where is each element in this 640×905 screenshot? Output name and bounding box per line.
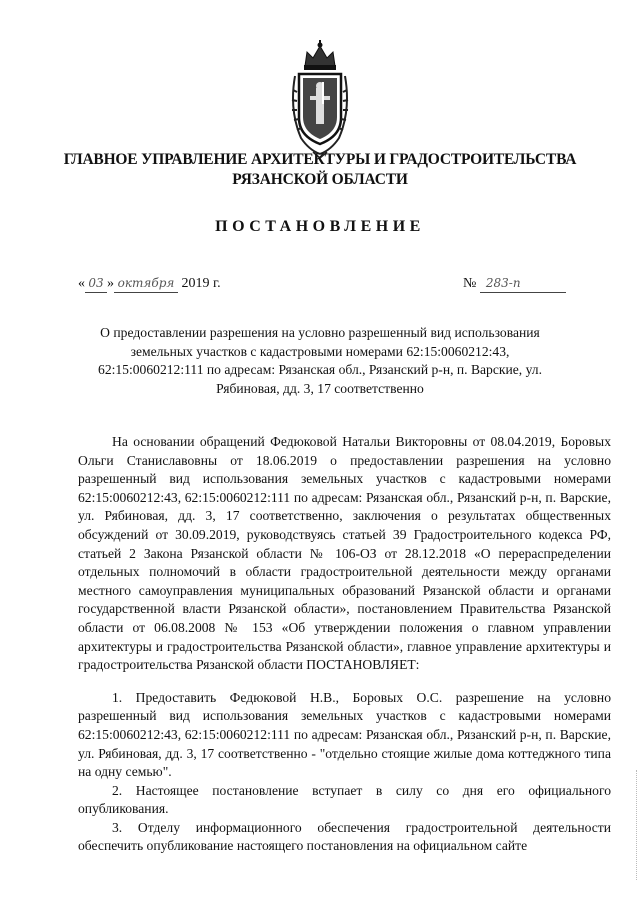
number-prefix: № <box>463 276 477 291</box>
resolution-item-3: 3. Отделу информационного обеспечения градостроительной деятельности обеспечить опубликование настоящего постановления на официальном сайте <box>78 819 611 854</box>
shield-icon <box>299 74 341 144</box>
document-number <box>463 274 566 293</box>
scan-edge-artifact <box>636 770 640 880</box>
document-date <box>78 274 221 293</box>
subject-line: земельных участков с кадастровыми номерами 62:15:0060212:43, <box>130 343 510 359</box>
crown-icon <box>304 40 336 70</box>
document-subject <box>90 324 550 398</box>
organization-name <box>40 150 600 190</box>
date-month: октября <box>114 274 178 293</box>
subject-line: Рябиновая, дд. 3, 17 соответственно <box>216 380 424 396</box>
document-type-title: ПОСТАНОВЛЕНИЕ <box>215 218 425 235</box>
resolution-item-1: 1. Предоставить Федюковой Н.В., Боровых О.С. разрешение на условно разрешенный вид использования земельных участков с кадастровыми номерами 62:15:0060212:43, 62:15:0060212:111 по адресам: Рязанская обл., Рязанский р-н, п. Варские, ул. Рябиновая, дд. 3, 17 соответственно - "отдельно стоящие жилые дома коттеджного типа на одну семью". <box>78 689 611 780</box>
document-body <box>78 433 611 856</box>
date-quote-close: » <box>107 276 114 291</box>
subject-line: 62:15:0060212:111 по адресам: Рязанская обл., Рязанский р-н, п. Варские, ул. <box>98 362 542 378</box>
subject-line: О предоставлении разрешения на условно разрешенный вид использования <box>100 325 540 340</box>
number-value: 283-п <box>480 274 566 293</box>
org-line-1: ГЛАВНОЕ УПРАВЛЕНИЕ АРХИТЕКТУРЫ И ГРАДОСТРОИТЕЛЬСТВА <box>63 151 577 168</box>
date-day: 03 <box>85 274 107 293</box>
coat-of-arms-emblem <box>289 40 351 160</box>
preamble-paragraph: На основании обращений Федюковой Натальи Викторовны от 08.04.2019, Боровых Ольги Станиславовны от 18.06.2019 о предоставлении разрешения на условно разрешенный вид использования земельных участков с кадастровыми номерами 62:15:0060212:43, 62:15:0060212:111 по адресам: Рязанская обл., Рязанский р-н, п. Варские, ул. Рябиновая, дд. 3, 17 соответственно, заключения о результатах общественных обсуждений от 30.09.2019, руководствуясь статьей 39 Градостроительного кодекса РФ, статьей 2 Закона Рязанской области № 106-ОЗ от 28.12.2018 «О перераспределении отдельных полномочий в области градостроительной деятельности между органами местного самоуправления муниципальных образований Рязанской области и органами государственной власти Рязанской области», постановлением Правительства Рязанской области от 06.08.2008 № 153 «Об утверждении положения о главном управлении архитектуры и градостроительства Рязанской области», главное управление архитектуры и градостроительства Рязанской области ПОСТАНОВЛЯЕТ: <box>78 434 611 673</box>
date-quote-open: « <box>78 276 85 291</box>
resolution-item-2: 2. Настоящее постановление вступает в силу со дня его официального опубликования. <box>78 782 611 817</box>
date-year: 2019 г. <box>181 276 221 291</box>
org-line-2: РЯЗАНСКОЙ ОБЛАСТИ <box>232 171 408 188</box>
